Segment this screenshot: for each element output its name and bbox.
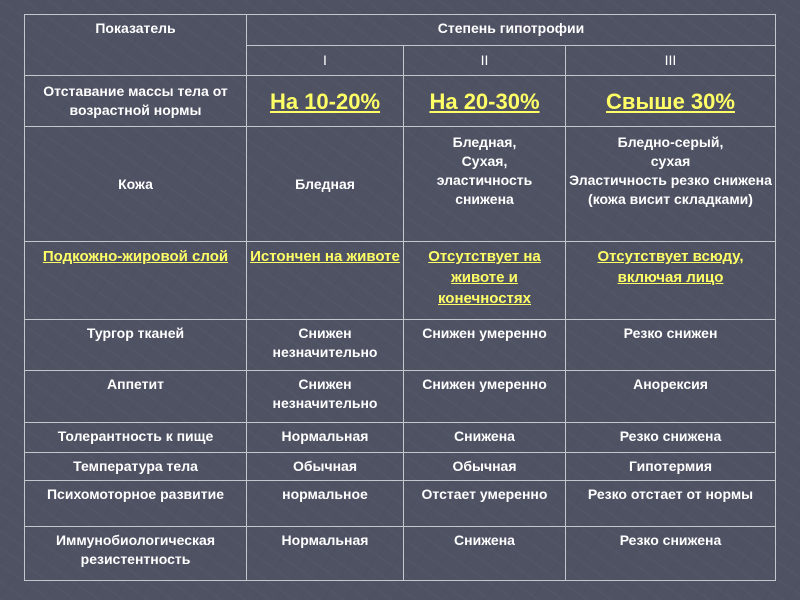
header-degree: Степень гипотрофии [247, 15, 776, 46]
row-label-psychomotor: Психомоторное развитие [25, 481, 247, 527]
hypotrophy-table [24, 14, 776, 581]
row-label-turgor: Тургор тканей [25, 320, 247, 371]
row-label-skin: Кожа [25, 127, 247, 242]
table-row [25, 242, 776, 320]
table-row [25, 423, 776, 453]
header-degree-1: I [247, 46, 404, 76]
header-indicator: Показатель [25, 15, 247, 76]
cell-skin-2: Бледная, Сухая, эластичность снижена [404, 127, 566, 242]
cell-psychomotor-1: нормальное [247, 481, 404, 527]
header-degree-3: III [566, 46, 776, 76]
cell-fat-3: Отсутствует всюду, включая лицо [566, 242, 776, 320]
table-row [25, 320, 776, 371]
table-header-row [25, 15, 776, 46]
cell-temperature-1: Обычная [247, 453, 404, 481]
cell-immunity-2: Снижена [404, 527, 566, 581]
cell-fat-1: Истончен на животе [247, 242, 404, 320]
cell-immunity-3: Резко снижена [566, 527, 776, 581]
table-row [25, 76, 776, 127]
table-row [25, 127, 776, 242]
table-row [25, 371, 776, 423]
cell-turgor-1: Снижен незначительно [247, 320, 404, 371]
row-label-immunity: Иммунобиологическая резистентность [25, 527, 247, 581]
cell-skin-3: Бледно-серый, сухая Эластичность резко снижена (кожа висит складками) [566, 127, 776, 242]
row-label-weight: Отставание массы тела от возрастной нормы [25, 76, 247, 127]
cell-weight-3: Свыше 30% [566, 76, 776, 127]
cell-temperature-3: Гипотермия [566, 453, 776, 481]
cell-weight-1: На 10-20% [247, 76, 404, 127]
cell-psychomotor-2: Отстает умеренно [404, 481, 566, 527]
cell-appetite-2: Снижен умеренно [404, 371, 566, 423]
cell-weight-2: На 20-30% [404, 76, 566, 127]
table-row [25, 527, 776, 581]
cell-tolerance-2: Снижена [404, 423, 566, 453]
header-degree-2: II [404, 46, 566, 76]
cell-tolerance-1: Нормальная [247, 423, 404, 453]
cell-tolerance-3: Резко снижена [566, 423, 776, 453]
row-label-appetite: Аппетит [25, 371, 247, 423]
cell-skin-1: Бледная [247, 127, 404, 242]
cell-immunity-1: Нормальная [247, 527, 404, 581]
cell-fat-2: Отсутствует на животе и конечностях [404, 242, 566, 320]
cell-psychomotor-3: Резко отстает от нормы [566, 481, 776, 527]
table-row [25, 453, 776, 481]
cell-turgor-2: Снижен умеренно [404, 320, 566, 371]
cell-temperature-2: Обычная [404, 453, 566, 481]
cell-appetite-3: Анорексия [566, 371, 776, 423]
row-label-tolerance: Толерантность к пище [25, 423, 247, 453]
table-row [25, 481, 776, 527]
row-label-fat: Подкожно-жировой слой [25, 242, 247, 320]
row-label-temperature: Температура тела [25, 453, 247, 481]
cell-turgor-3: Резко снижен [566, 320, 776, 371]
cell-appetite-1: Снижен незначительно [247, 371, 404, 423]
